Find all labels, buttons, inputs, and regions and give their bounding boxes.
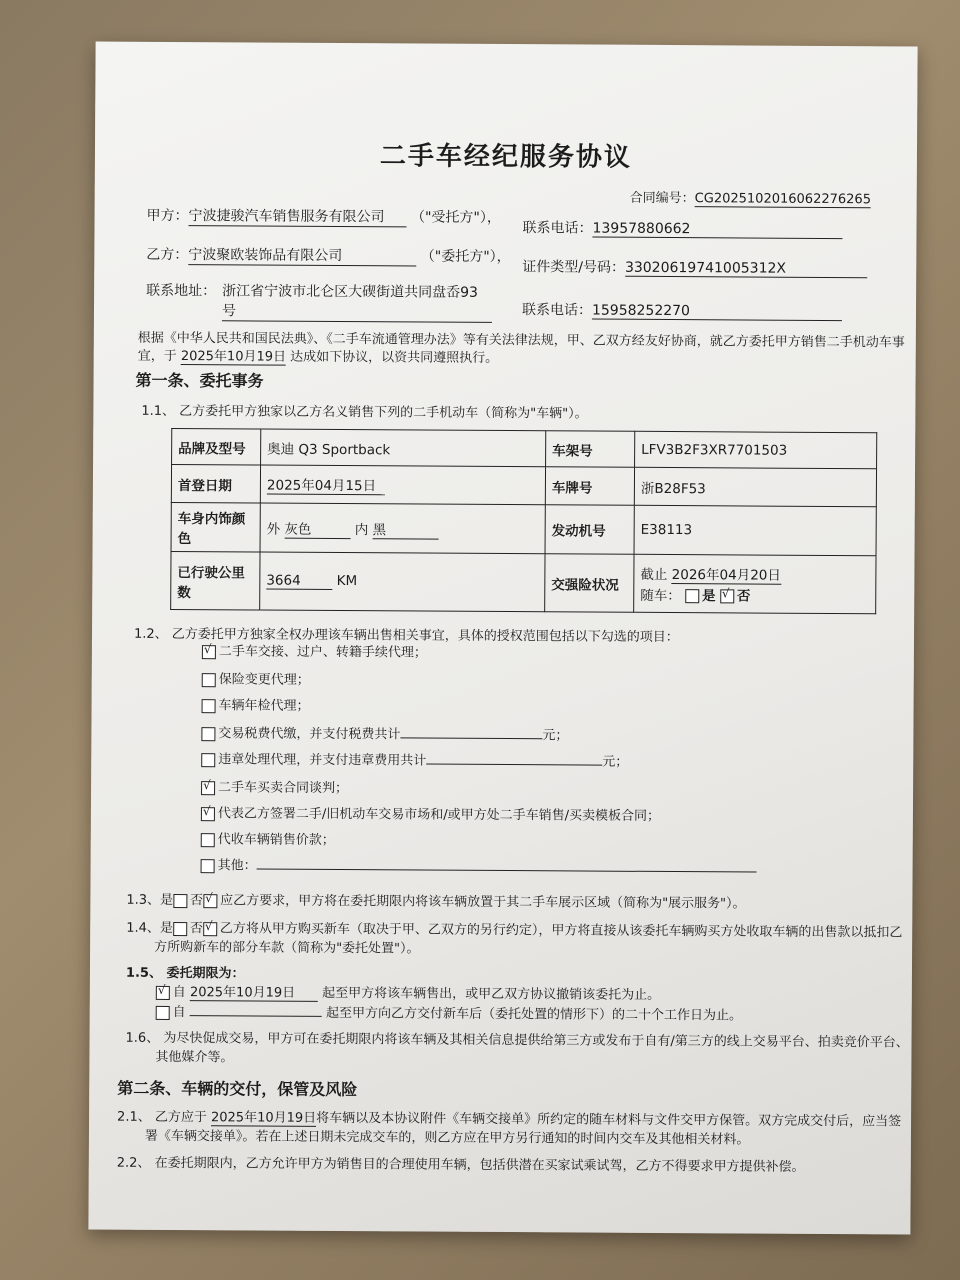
clause-1-6-line1: 1.6、 为尽快促成交易，甲方可在委托期限内将该车辆及其相关信息提供给第三方或发布于自有/第三方的线上交易平台、拍卖竞价平台、 [125,1030,909,1051]
table-row [171,502,876,555]
clause-1-2: 1.2、 乙方委托甲方独家全权办理该车辆出售相关事宜，具体的授权范围包括以下勾选的项目： [133,626,679,646]
agreement-date: 2025年10月19日 [181,345,286,366]
other-blank[interactable] [257,868,757,872]
brand-label: 品牌及型号 [172,428,261,465]
reg-date-cell [260,465,545,505]
preamble-line2 [138,345,499,367]
list-item [202,694,310,714]
contract-number-label: 合同编号： [629,190,695,207]
list-item [201,828,335,848]
list-item [201,722,568,743]
term-option-2 [156,1001,742,1024]
party-b-address-line1: 浙江省宁波市北仑区大碶街道共同盘岙93 [222,283,478,301]
party-a-phone-row [522,217,842,239]
preamble-suffix: 达成如下协议，以资共同遵照执行。 [290,349,499,366]
option-checkbox[interactable] [201,753,215,767]
option-label: 车辆年检代理； [218,698,310,714]
mileage-value: 3664 [266,573,332,590]
clause-1-4-line2: 方所购新车的部分车款（简称为"委托处置"）。 [154,939,420,957]
preamble-prefix: 宜，于 [137,348,177,365]
amount-blank[interactable] [426,764,602,766]
term-1-date: 2025年10月19日 [190,981,318,1002]
option-label: 代收车辆销售价款； [217,832,335,848]
term-1-checkbox[interactable] [156,985,170,999]
insurance-no-checkbox[interactable] [720,589,734,603]
list-item [201,776,348,796]
mileage-cell [260,552,545,612]
party-b-id-row [522,256,867,278]
color-cell [260,503,545,554]
clause-1-3-no-label: 否 [190,893,204,909]
term-2-date-blank[interactable] [190,1015,322,1017]
party-b-role: （"委托方"）， [420,248,511,266]
table-row [172,428,877,468]
clause-1-3-text: 应乙方要求，甲方将在委托期限内将该车辆放置于其二手车展示区域（简称为"展示服务"）。 [220,893,746,912]
option-checkbox[interactable] [201,859,215,873]
option-suffix: 元； [542,728,569,744]
ext-prefix: 外 [266,521,281,538]
contract-number: CG2025102016062276265 [694,191,872,208]
clause-1-3-yes-checkbox[interactable] [173,893,187,907]
party-a-phone: 13957880662 [592,221,842,240]
list-item [201,854,757,876]
list-item [201,802,660,824]
party-a-phone-label: 联系电话： [522,220,593,237]
option-checkbox[interactable] [201,727,215,741]
option-label: 二手车买卖合同谈判； [218,780,349,797]
party-b-row [146,244,510,267]
option-checkbox[interactable] [202,673,216,687]
ext-color: 灰色 [284,517,350,538]
clause-1-3-num: 1.3、是 [126,892,174,908]
clause-1-4-num: 1.4、是 [126,920,173,936]
clause-2-1-text: 将车辆以及本协议附件《车辆交接单》所约定的随车材料与文件交甲方保管。双方完成交付后，应当签 [316,1110,902,1130]
term-2-prefix: 自 [172,1004,186,1021]
party-a-row [147,205,501,228]
amount-blank[interactable] [400,737,542,739]
table-row [171,464,876,506]
mileage-label-line2: 数 [177,584,191,601]
party-a-name: 宁波捷骏汽车销售服务有限公司 [189,205,407,227]
clause-1-1: 1.1、 乙方委托甲方独家以乙方名义销售下列的二手机动车（简称为"车辆"）。 [141,403,588,422]
table-row [171,551,876,613]
party-b-id: 33020619741005312X [625,260,867,278]
option-label: 代表乙方签署二手/旧机动车交易市场和/或甲方处二手车销售/买卖模板合同； [217,806,661,824]
clause-2-1-line2: 署《车辆交接单》。若在上述日期未完成交车的，则乙方应在甲方另行通知的时间内交车及其他相关材料。 [144,1128,750,1148]
term-1-text: 起至甲方将该车辆售出，或甲乙双方协议撤销该委托为止。 [322,985,661,1003]
clause-1-4-no-checkbox[interactable] [203,922,217,936]
option-label: 违章处理代理，并支付违章费用共计 [218,752,427,769]
clause-1-3-no-checkbox[interactable] [203,894,217,908]
with-car-label: 随车： [640,587,681,605]
party-b-phone: 15958252270 [592,303,842,322]
mileage-label [171,551,260,610]
option-label: 其他： [217,858,257,874]
color-label [171,502,260,552]
term-1-prefix: 自 [172,984,186,1001]
party-b-address-label: 联系地址： [146,282,217,300]
list-item [201,748,628,770]
insurance-date: 2026年04月20日 [672,563,782,585]
plate-label: 车牌号 [545,467,634,506]
clause-2-2: 2.2、 在委托期限内，乙方允许甲方为销售目的合理使用车辆，包括供潜在买家试乘试驾，乙方不得要求甲方提供补偿。 [116,1155,805,1175]
article2-heading: 第二条、车辆的交付，保管及风险 [117,1078,358,1100]
vehicle-table [170,428,877,614]
clause-1-6-line2: 其他媒介等。 [155,1049,234,1066]
engine-label: 发动机号 [545,505,634,555]
party-b-address-line2: 号 [222,300,492,323]
mileage-unit: KM [336,572,358,590]
clause-1-4-line1: 乙方将从甲方购买新车（取决于甲、乙双方的另行约定），甲方将直接从该委托车辆购买方处收取车辆的出售款以抵扣乙 [219,921,903,941]
clause-2-1-date: 2025年10月19日 [211,1106,316,1127]
engine-value: E38113 [634,505,876,555]
reg-date-value: 2025年04月15日 [267,474,385,496]
option-checkbox[interactable] [201,807,215,821]
clause-1-4-yes-checkbox[interactable] [173,921,187,935]
party-b-phone-row [522,299,842,321]
color-label-line1: 车身内饰颜 [177,511,246,528]
party-b-id-label: 证件类型/号码： [522,259,626,276]
int-prefix: 内 [354,521,369,538]
clause-1-5-heading: 1.5、 委托期限为： [125,965,245,982]
option-checkbox[interactable] [202,645,216,659]
reg-date-label: 首登日期 [171,464,260,503]
plate-value: 浙B28F53 [634,467,876,506]
color-label-line2: 色 [177,531,192,548]
list-item [202,640,427,660]
insurance-no-label: 否 [736,588,751,605]
clause-1-4-no-label: 否 [189,921,203,937]
option-checkbox[interactable] [201,781,215,795]
party-b-name: 宁波聚欧装饰品有限公司 [188,244,416,266]
brand-value: 奥迪 Q3 Sportback [261,429,546,467]
insurance-label: 交强险状况 [545,554,634,613]
option-checkbox[interactable] [201,833,215,847]
party-b-phone-label: 联系电话： [521,302,593,319]
article1-heading: 第一条、委托事务 [135,370,264,391]
term-2-checkbox[interactable] [156,1005,170,1019]
party-a-role: （"受托方"）， [410,209,501,226]
int-color: 黑 [372,518,438,539]
mileage-label-line1: 已行驶公里 [177,564,245,581]
insurance-yes-checkbox[interactable] [685,589,699,603]
preamble-line1: 根据《中华人民共和国民法典》、《二手车流通管理办法》等有关法律法规，甲、乙双方经友好协商，就乙方委托甲方销售二手机动车事 [137,330,905,351]
insurance-yes-label: 是 [702,588,716,605]
contract-paper [88,42,917,1235]
clause-1-3 [126,889,745,912]
option-checkbox[interactable] [202,699,216,713]
term-2-text: 起至甲方向乙方交付新车后（委托处置的情形下）的二十个工作日为止。 [325,1005,743,1024]
vin-value: LFV3B2F3XR7701503 [635,431,877,468]
party-b-label: 乙方： [146,246,189,264]
contract-number-row [630,187,871,208]
clause-2-1-prefix: 2.1、 乙方应于 [117,1109,207,1126]
option-label: 交易税费代缴，并支付税费共计 [218,726,401,743]
insurance-prefix: 截止 [640,566,668,584]
option-label: 二手车交接、过户、转籍手续代理； [218,644,427,661]
party-a-label: 甲方： [146,207,189,225]
document-title: 二手车经纪服务协议 [379,141,633,173]
insurance-cell [634,554,876,613]
option-label: 保险变更代理； [218,672,310,688]
list-item [202,668,310,688]
option-suffix: 元； [602,754,629,770]
vin-label: 车架号 [546,431,635,468]
